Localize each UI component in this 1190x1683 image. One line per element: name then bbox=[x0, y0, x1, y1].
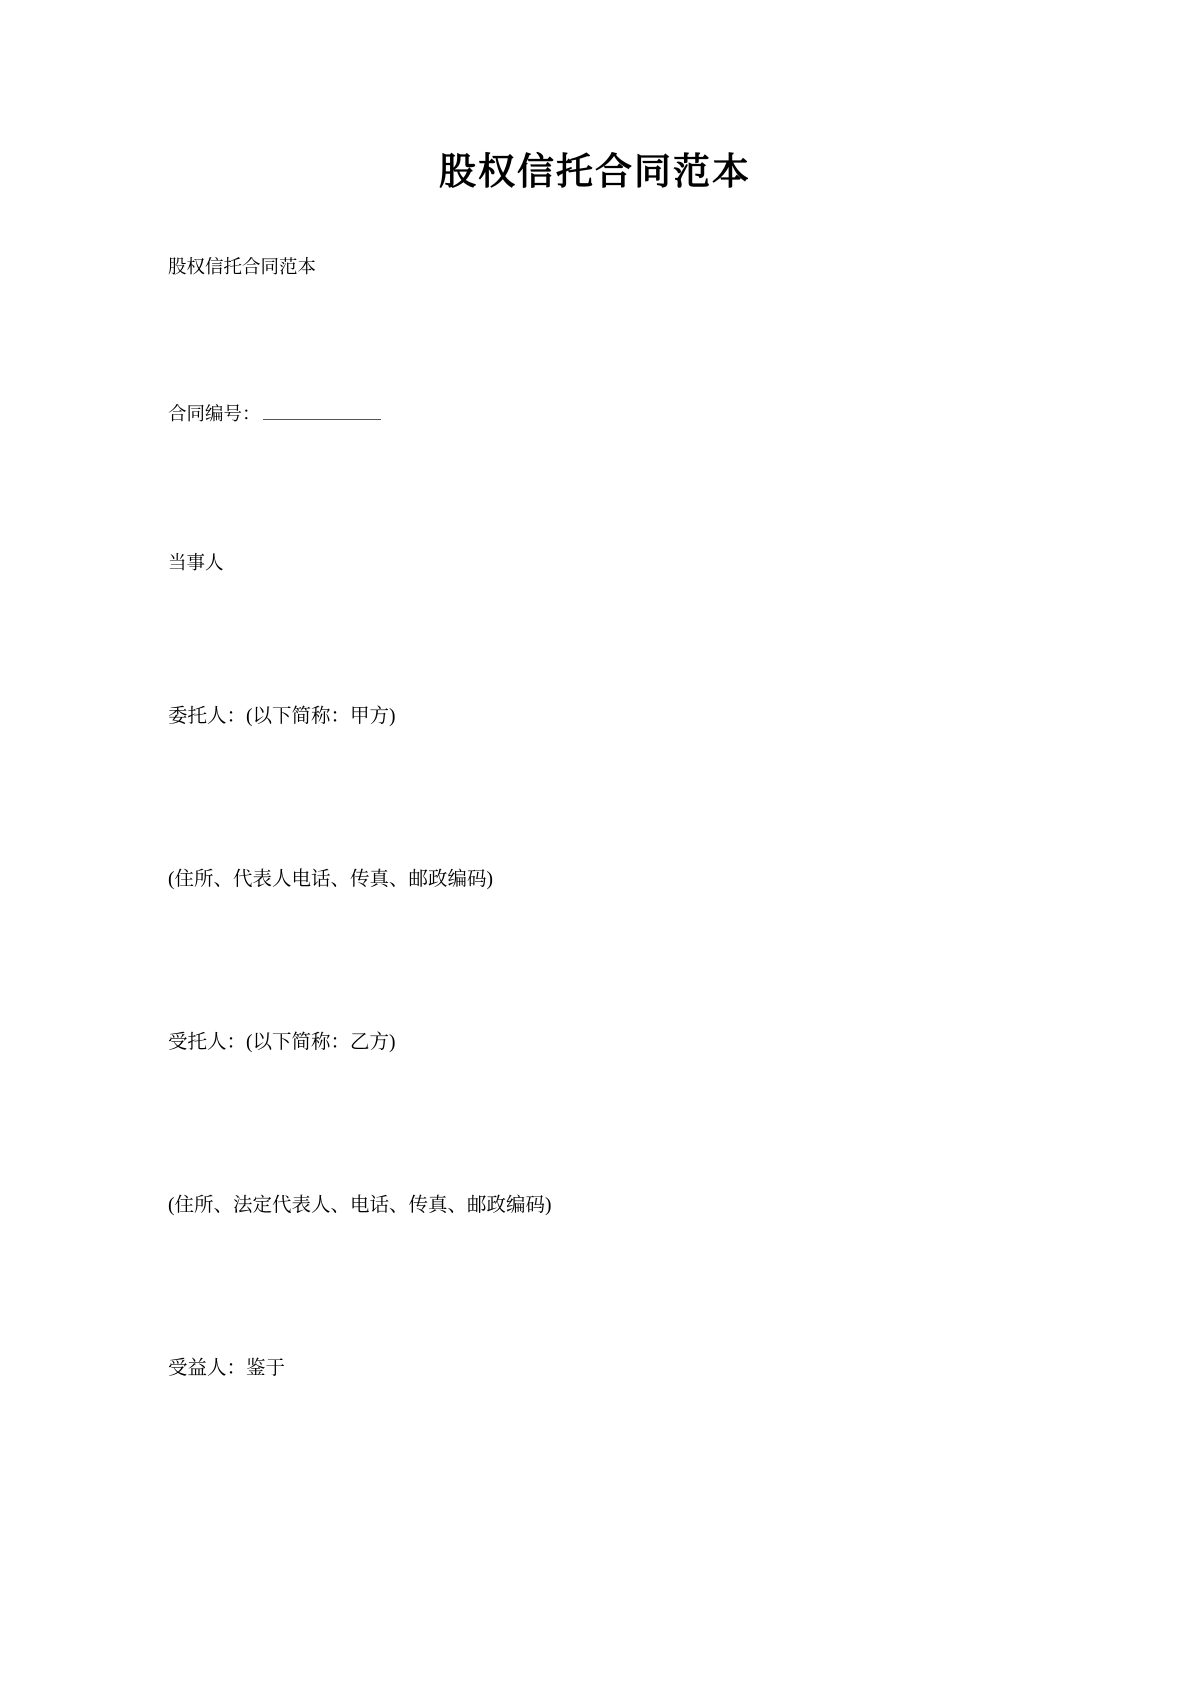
paragraph-subtitle: 股权信托合同范本 bbox=[168, 257, 317, 279]
contract-number-blank[interactable] bbox=[263, 404, 381, 420]
paragraph-parties-heading: 当事人 bbox=[168, 553, 224, 575]
paragraph-consignor: 委托人：(以下简称：甲方) bbox=[168, 705, 396, 727]
contract-number-label: 合同编号： bbox=[168, 403, 261, 425]
page-title: 股权信托合同范本 bbox=[439, 150, 751, 193]
paragraph-contract-number bbox=[168, 399, 1070, 430]
document-body bbox=[0, 252, 1190, 1385]
paragraph-trustee-info: (住所、法定代表人、电话、传真、邮政编码) bbox=[168, 1195, 552, 1217]
paragraph-consignor-info: (住所、代表人电话、传真、邮政编码) bbox=[168, 868, 493, 890]
paragraph-beneficiary: 受益人：鉴于 bbox=[168, 1358, 286, 1380]
paragraph-trustee: 受托人：(以下简称：乙方) bbox=[168, 1031, 396, 1053]
